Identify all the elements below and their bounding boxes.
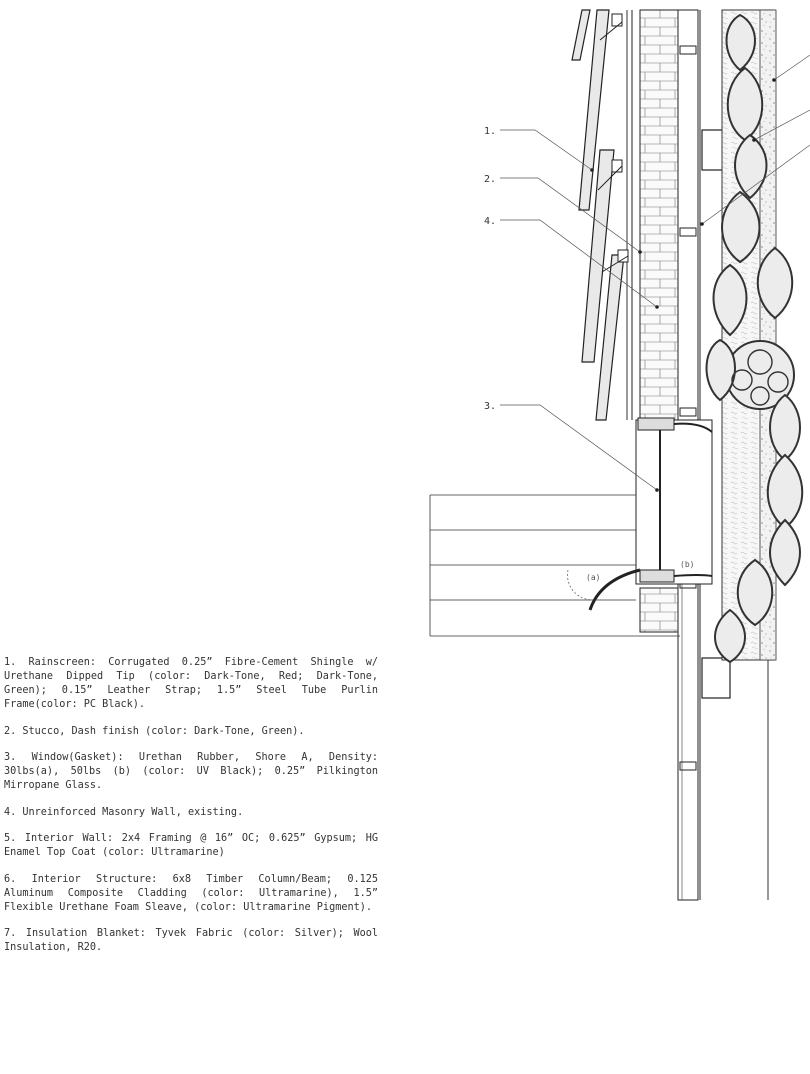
note-masonry: 4. Unreinforced Masonry Wall, existing. bbox=[4, 806, 244, 818]
note-insulation: 7. Insulation Blanket: Tyvek Fabric (color: Silver); Wool Insulation, R20. bbox=[4, 928, 378, 953]
gasket-label-a: (a) bbox=[586, 573, 601, 582]
callout-4: 4. bbox=[484, 216, 497, 227]
callout-3: 3. bbox=[484, 401, 497, 412]
rainscreen-shingles bbox=[572, 10, 624, 420]
note-rainscreen: 1. Rainscreen: Corrugated 0.25” Fibre-Cement Shingle w/ Urethane Dipped Tip (color: Dark-Tone, Red; Dark-Tone, Green); 0.15” Leather Strap; 1.5” Steel Tube Purlin Frame(color: PC Black). bbox=[4, 657, 378, 710]
gasket-label-b: (b) bbox=[680, 560, 695, 569]
material-notes bbox=[4, 656, 378, 968]
note-window: 3. Window(Gasket): Urethan Rubber, Shore A, Density: 30lbs(a), 50lbs (b) (color: UV Black); 0.25” Pilkington Mirropane Glass. bbox=[4, 752, 378, 791]
note-interior-wall: 5. Interior Wall: 2x4 Framing @ 16” OC; 0.625” Gypsum; HG Enamel Top Coat (color: Ultramarine) bbox=[4, 833, 378, 858]
note-interior-structure: 6. Interior Structure: 6x8 Timber Column/Beam; 0.125 Aluminum Composite Cladding (color: Ultramarine), 1.5” Flexible Urethane Foam Sleave, (color: Ultramarine Pigment). bbox=[4, 873, 378, 913]
callout-1: 1. bbox=[484, 126, 497, 137]
note-stucco: 2. Stucco, Dash finish (color: Dark-Tone, Green). bbox=[4, 725, 305, 737]
callout-2: 2. bbox=[484, 174, 497, 185]
